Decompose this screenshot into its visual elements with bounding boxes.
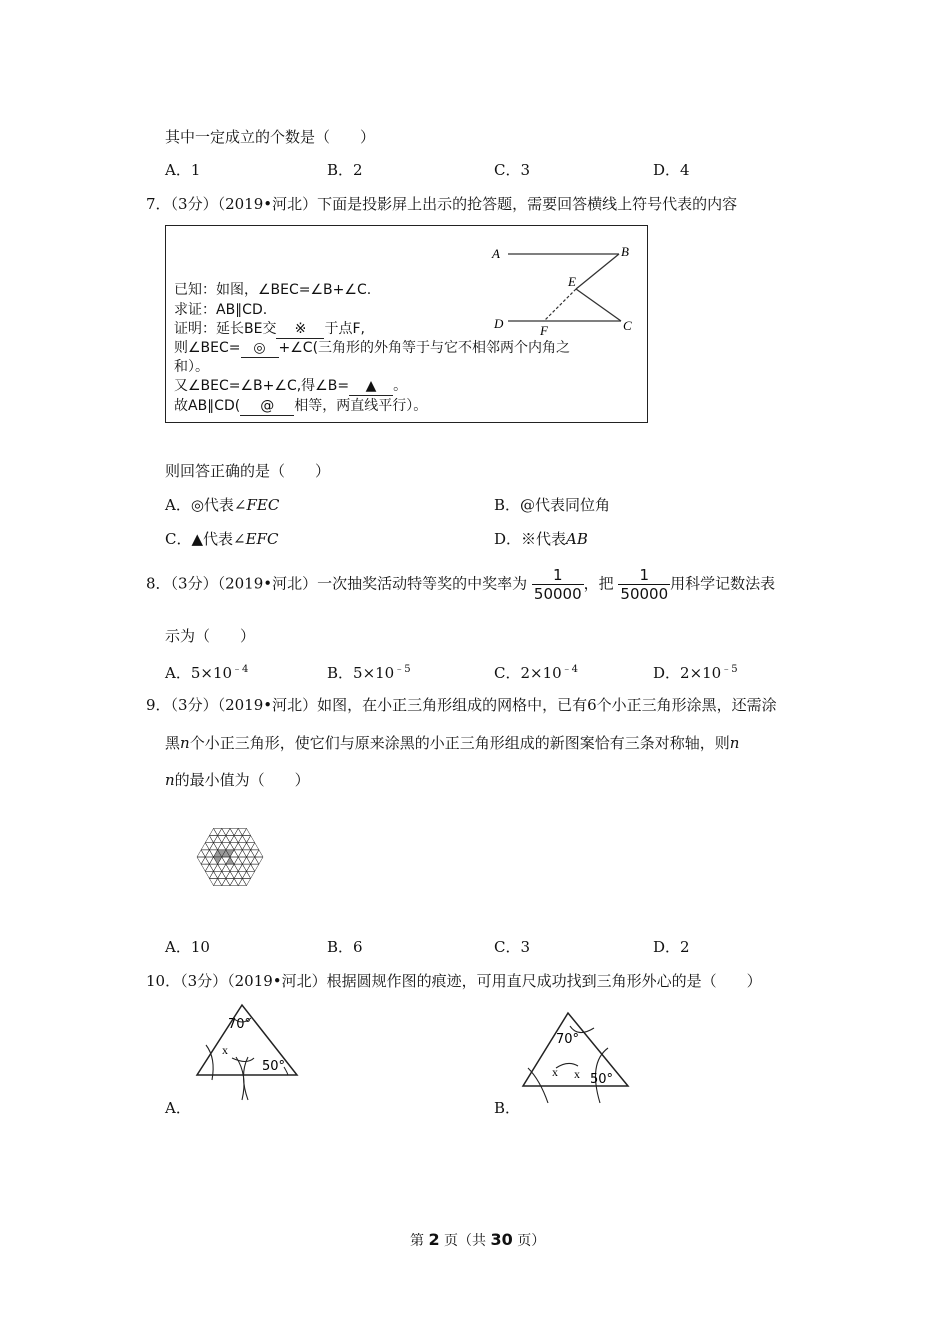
q8-option-d: D．$2\times 10^{﹣5}$: [653, 664, 738, 682]
q8-option-a: A．$5\times 10^{﹣4}$: [165, 664, 249, 682]
small-triangle: [214, 871, 222, 878]
q7-question: 则回答正确的是（ ）: [165, 462, 331, 480]
small-triangle: [234, 828, 242, 835]
angle-top-label-b: 70°: [556, 1032, 580, 1047]
q9-stem-line1: 9．（3分）（2019•河北）如图，在小正三角形组成的网格中，已有6个小正三角形涂黑，还需涂: [146, 696, 777, 714]
segment-ec: [576, 289, 621, 321]
small-triangle: [209, 878, 217, 885]
label-b: B: [621, 244, 629, 259]
small-triangle: [247, 857, 255, 864]
small-triangle: [238, 843, 246, 850]
small-triangle: [205, 864, 213, 871]
small-triangle: [214, 864, 222, 871]
q6-option-d: D．4: [653, 161, 690, 179]
small-triangle: [218, 878, 226, 885]
blank-double-circle: ◎: [241, 339, 279, 358]
small-triangle: [197, 857, 205, 864]
small-triangle: [201, 850, 209, 857]
small-triangle: [205, 871, 213, 878]
fraction-1-50000: $\frac{1}{50000}$: [533, 566, 582, 603]
small-triangle: [238, 850, 246, 857]
q8-stem-line2: 示为（ ）: [165, 627, 256, 645]
small-triangle: [222, 828, 230, 835]
arc-bottom-left-a: [236, 1057, 244, 1100]
small-triangle: [255, 850, 263, 857]
small-triangle: [238, 871, 246, 878]
small-triangle: [218, 836, 226, 843]
q6-option-c: C．3: [494, 161, 531, 179]
q9-stem-line3: n的最小值为（ ）: [165, 771, 310, 789]
q7-option-d: D．※代表AB: [494, 530, 588, 548]
small-triangle: [226, 843, 234, 850]
small-triangle: [234, 836, 242, 843]
q10-figure-b: [518, 1008, 630, 1108]
small-triangle: [234, 864, 242, 871]
small-triangle: [222, 864, 230, 871]
small-triangle: [214, 828, 222, 835]
small-triangle: [226, 878, 234, 885]
q8-stem: 8．（3分）（2019•河北）一次抽奖活动特等奖的中奖率为 $\frac{1}{50000}$ ，把 $\frac{1}{50000}$ 用科学记数法表: [146, 566, 776, 603]
svg-text:x: x: [222, 1043, 228, 1057]
small-triangle: [242, 828, 250, 835]
small-triangle: [251, 843, 259, 850]
small-triangle: [230, 871, 238, 878]
small-triangle: [242, 836, 250, 843]
q9-hexagon-grid: [163, 800, 297, 915]
q9-option-d: D．2: [653, 938, 690, 956]
small-triangle: [205, 836, 213, 843]
small-triangle: [251, 857, 259, 864]
small-triangle: [238, 857, 246, 864]
hexagon-grid-lines: [197, 828, 263, 885]
small-triangle: [209, 871, 217, 878]
arc-mid-a: [232, 1058, 254, 1062]
label-f: F: [540, 323, 548, 336]
q7-stem: 7．（3分）（2019•河北）下面是投影屏上出示的抢答题，需要回答横线上符号代表的内容: [146, 195, 738, 213]
small-triangle: [209, 843, 217, 850]
small-triangle: [247, 850, 255, 857]
small-triangle: [230, 878, 238, 885]
svg-text:x: x: [552, 1065, 558, 1079]
q7-option-b: B．@代表同位角: [494, 496, 611, 514]
small-triangle: [222, 871, 230, 878]
small-triangle: [218, 843, 226, 850]
fraction-1-50000-second: $\frac{1}{50000}$: [620, 566, 669, 603]
svg-text:x: x: [574, 1067, 580, 1081]
q7-box-line-and: 和）。: [174, 359, 209, 375]
q9-option-a: A．10: [165, 938, 210, 956]
q7-geometry-figure: [486, 236, 646, 336]
small-triangle: [222, 843, 230, 850]
small-triangle: [242, 878, 250, 885]
small-triangle: [247, 864, 255, 871]
small-triangle: [201, 843, 209, 850]
q6-option-b: B．2: [327, 161, 363, 179]
small-triangle: [205, 843, 213, 850]
small-triangle: [209, 828, 217, 835]
small-triangle: [226, 828, 234, 835]
small-triangle: [209, 836, 217, 843]
small-triangle: [251, 864, 259, 871]
small-triangle: [238, 836, 246, 843]
small-triangle: [238, 864, 246, 871]
small-triangle: [226, 864, 234, 871]
blank-triangle: ▲: [349, 377, 393, 396]
small-triangle: [209, 864, 217, 871]
small-triangle: [238, 828, 246, 835]
q7-box-line-then: 则∠BEC= ◎ +∠C(三角形的外角等于与它不相邻两个内角之: [174, 340, 571, 356]
label-a: A: [492, 246, 500, 261]
page-footer: 第 2 页（共 30 页）: [410, 1230, 546, 1249]
q6-option-a: A．1: [165, 161, 201, 179]
label-c: C: [623, 318, 632, 333]
small-triangle: [205, 850, 213, 857]
small-triangle: [205, 857, 213, 864]
small-triangle: [230, 828, 238, 835]
q10-stem: 10．（3分）（2019•河北）根据圆规作图的痕迹，可用直尺成功找到三角形外心的是（ ）: [146, 972, 762, 990]
small-triangle: [238, 878, 246, 885]
small-triangle: [226, 871, 234, 878]
q10-figure-a-label: A．: [165, 1099, 191, 1117]
small-triangle: [230, 864, 238, 871]
small-triangle: [242, 843, 250, 850]
page-number: 2: [428, 1230, 440, 1249]
q8-option-b: B．$5\times 10^{﹣5}$: [327, 664, 411, 682]
q9-option-c: C．3: [494, 938, 531, 956]
small-triangle: [234, 843, 242, 850]
small-triangle: [226, 836, 234, 843]
small-triangle: [247, 836, 255, 843]
q7-box-line-prove: 求证：AB∥CD.: [174, 302, 268, 318]
small-triangle: [218, 864, 226, 871]
angle-right-label-a: 50°: [262, 1059, 286, 1074]
q7-box-line-proof: 证明：延长BE交 ※ 于点F,: [174, 321, 365, 337]
small-triangle: [234, 850, 242, 857]
small-triangle: [214, 878, 222, 885]
small-triangle: [242, 871, 250, 878]
segment-ef-dashed: [544, 289, 576, 321]
q7-box-line-also: 又∠BEC=∠B+∠C,得∠B= ▲ 。: [174, 378, 408, 394]
small-triangle: [234, 878, 242, 885]
q7-projection-box: [165, 225, 648, 423]
shaded-small-triangle: [214, 857, 222, 864]
page-total: 30: [490, 1230, 513, 1249]
label-d: D: [494, 316, 504, 331]
small-triangle: [218, 828, 226, 835]
q9-stem-line2: 黑n个小正三角形，使它们与原来涂黑的小正三角形组成的新图案恰有三条对称轴，则n: [165, 734, 740, 752]
small-triangle: [214, 836, 222, 843]
small-triangle: [242, 850, 250, 857]
small-triangle: [247, 843, 255, 850]
small-triangle: [242, 864, 250, 871]
angle-top-label-a: 70°: [228, 1017, 252, 1032]
small-triangle: [201, 857, 209, 864]
q7-box-line-given: 已知：如图，∠BEC=∠B+∠C.: [174, 282, 372, 298]
q8-option-c: C．$2\times 10^{﹣4}$: [494, 664, 579, 682]
angle-right-label-b: 50°: [590, 1072, 614, 1087]
q9-option-b: B．6: [327, 938, 363, 956]
small-triangle: [234, 871, 242, 878]
small-triangle: [218, 871, 226, 878]
label-e: E: [568, 274, 576, 289]
small-triangle: [222, 836, 230, 843]
shaded-small-triangle: [226, 857, 234, 864]
small-triangle: [230, 843, 238, 850]
blank-at: @: [240, 397, 294, 416]
small-triangle: [234, 857, 242, 864]
q10-figure-a: [192, 1000, 304, 1105]
small-triangle: [247, 871, 255, 878]
small-triangle: [255, 857, 263, 864]
blank-kome: ※: [276, 320, 324, 339]
small-triangle: [201, 864, 209, 871]
segment-be: [576, 254, 619, 289]
small-triangle: [197, 850, 205, 857]
small-triangle: [251, 850, 259, 857]
small-triangle: [242, 857, 250, 864]
small-triangle: [230, 836, 238, 843]
small-triangle: [222, 878, 230, 885]
q7-box-line-therefore: 故AB∥CD( @ 相等，两直线平行）。: [174, 398, 428, 414]
small-triangle: [214, 843, 222, 850]
q10-figure-b-label: B．: [494, 1099, 521, 1117]
q7-option-a: A．◎代表∠FEC: [165, 496, 280, 514]
q7-option-c: C．▲代表∠EFC: [165, 530, 279, 548]
q6-stem: 其中一定成立的个数是（ ）: [165, 128, 376, 146]
